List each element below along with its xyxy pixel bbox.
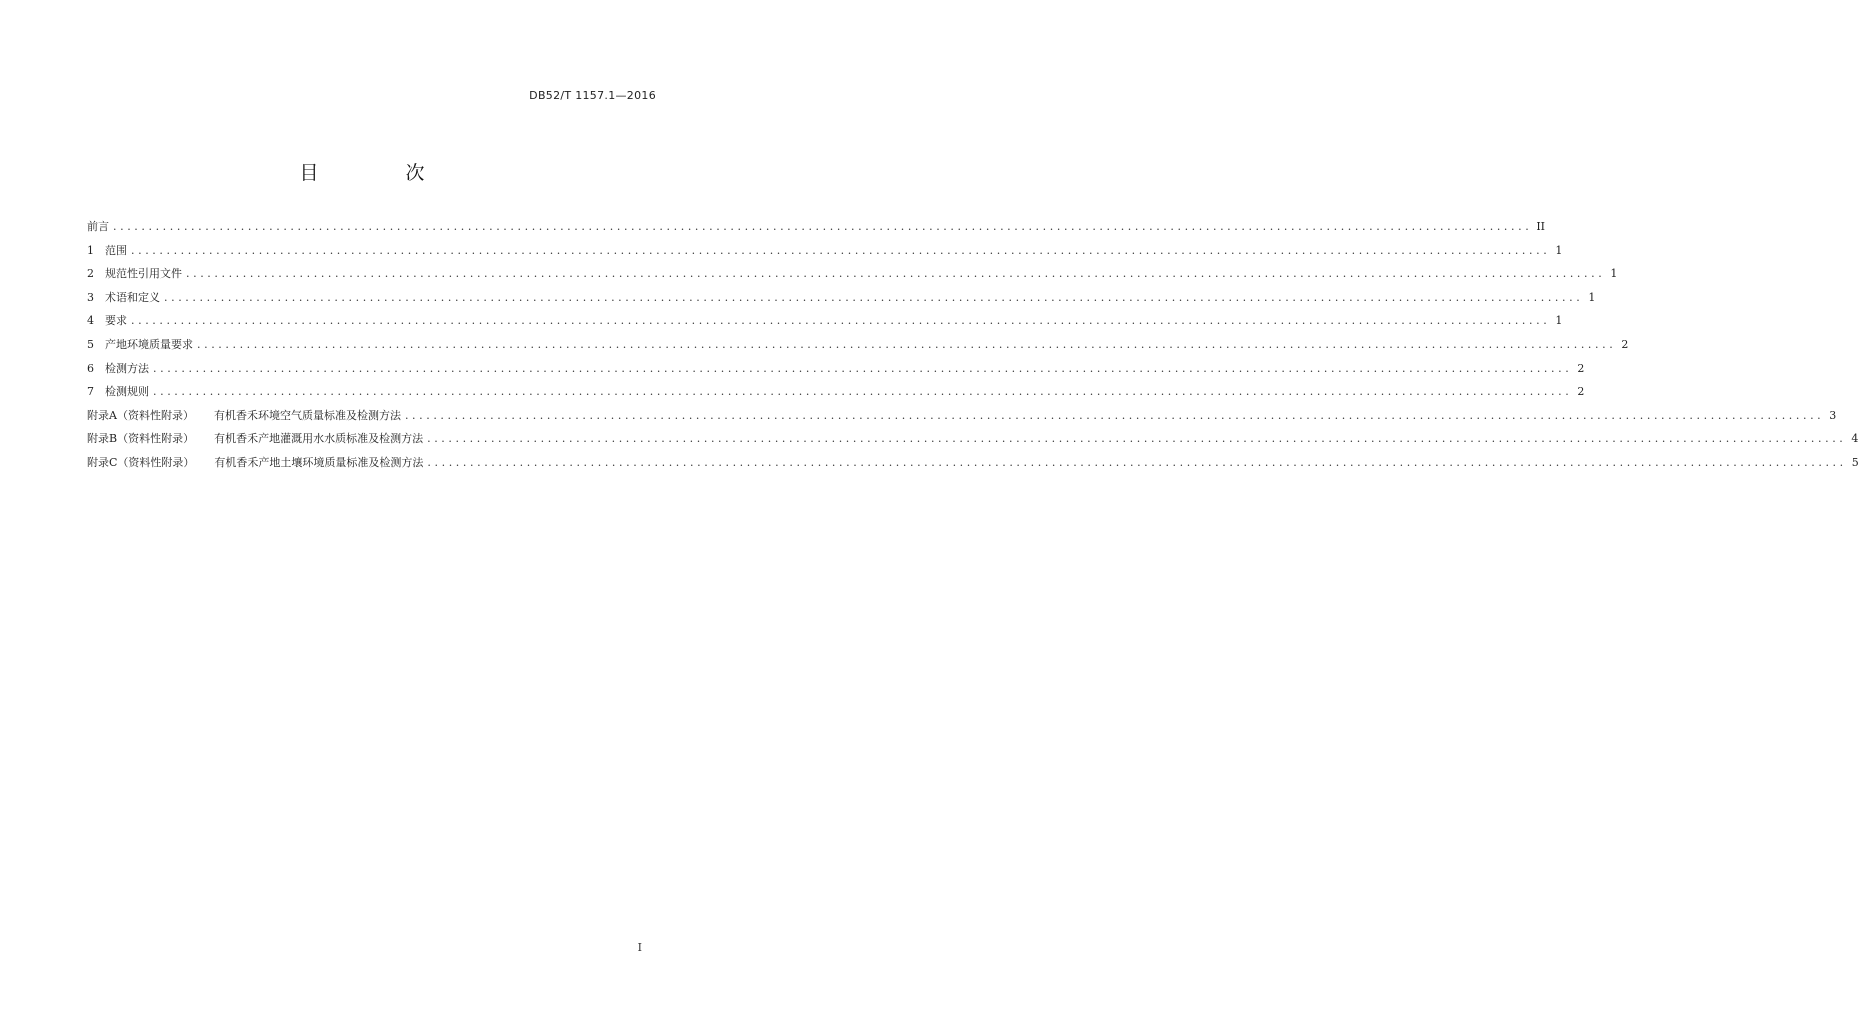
toc-entry-label: [87, 427, 423, 451]
toc-entry[interactable]: [87, 215, 1546, 239]
toc-entry-title: 规范性引用文件: [105, 267, 182, 281]
toc-entry[interactable]: [87, 357, 1585, 381]
toc-entry[interactable]: [87, 239, 1563, 263]
toc-entry[interactable]: [87, 451, 1859, 475]
toc-entry-title: 前言: [87, 220, 109, 233]
toc-entry-page: II: [1536, 220, 1546, 233]
toc-entry-title: 有机香禾产地灌溉用水水质标准及检测方法: [214, 432, 424, 446]
toc-entry-title: 产地环境质量要求: [105, 337, 193, 351]
toc-entry-title: 有机香禾环境空气质量标准及检测方法: [213, 408, 401, 422]
toc-entry-label: [87, 404, 401, 428]
toc-entry-number: 1: [87, 243, 94, 257]
toc-entry-label: [87, 286, 160, 310]
toc-dot-leader: ........................................................................................................................................................................................................: [404, 408, 1825, 422]
page-number: I: [637, 941, 642, 954]
toc-entry-title: 检测方法: [105, 361, 149, 375]
toc-entry[interactable]: [87, 404, 1837, 428]
toc-dot-leader: ........................................................................................................................................................................................................: [131, 243, 1551, 257]
toc-entry[interactable]: [87, 309, 1563, 333]
toc-entry-number: 2: [87, 267, 94, 281]
toc-entry-title: 有机香禾产地土壤环境质量标准及检测方法: [214, 455, 424, 469]
toc-entry-label: [87, 380, 149, 404]
toc-entry[interactable]: [87, 380, 1585, 404]
toc-entry-label: [87, 309, 127, 333]
toc-dot-leader: ........................................................................................................................................................................................................: [153, 385, 1573, 399]
toc-title: 目 次: [299, 162, 459, 184]
toc-dot-leader: ........................................................................................................................................................................................................: [153, 361, 1573, 375]
toc-dot-leader: ........................................................................................................................................................................................................: [164, 290, 1584, 304]
toc-entry[interactable]: [87, 333, 1629, 357]
toc-entry-page: 4: [1851, 432, 1859, 446]
toc-entry-appendix: 附录A（资料性附录）: [87, 408, 194, 422]
toc-entry-page: 1: [1610, 267, 1618, 281]
toc-dot-leader: ........................................................................................................................................................................................................: [113, 220, 1533, 233]
toc-entry-label: [87, 262, 182, 286]
table-of-contents: [87, 215, 1859, 475]
toc-entry-label: [87, 239, 127, 263]
toc-entry-label: [87, 357, 149, 381]
toc-entry[interactable]: [87, 427, 1859, 451]
toc-entry-page: 2: [1577, 361, 1585, 375]
toc-entry-appendix: 附录B（资料性附录）: [87, 432, 195, 446]
standard-code: DB52/T 1157.1—2016: [529, 89, 656, 102]
toc-entry-label: [87, 215, 109, 239]
toc-entry-page: 2: [1621, 337, 1629, 351]
toc-entry-title: 术语和定义: [105, 290, 160, 304]
toc-entry-title: 检测规则: [105, 385, 149, 399]
toc-entry-page: 3: [1829, 408, 1837, 422]
toc-entry-number: 4: [87, 314, 94, 328]
toc-entry-appendix: 附录C（资料性附录）: [87, 455, 195, 469]
toc-entry-number: 6: [87, 361, 94, 375]
toc-dot-leader: ........................................................................................................................................................................................................: [197, 337, 1617, 351]
toc-entry-page: 1: [1588, 290, 1596, 304]
toc-entry-number: 7: [87, 385, 94, 399]
toc-entry-label: [87, 333, 193, 357]
toc-entry-title: 要求: [105, 314, 127, 328]
toc-entry-number: 3: [87, 290, 94, 304]
toc-entry-page: 2: [1577, 385, 1585, 399]
toc-entry-label: [87, 451, 423, 475]
toc-entry-page: 5: [1851, 455, 1859, 469]
toc-entry-page: 1: [1555, 314, 1563, 328]
toc-entry[interactable]: [87, 286, 1596, 310]
toc-dot-leader: ........................................................................................................................................................................................................: [131, 314, 1551, 328]
toc-entry-title: 范围: [105, 243, 127, 257]
toc-entry-number: 5: [87, 337, 94, 351]
toc-dot-leader: ........................................................................................................................................................................................................: [186, 267, 1606, 281]
toc-entry-page: 1: [1555, 243, 1563, 257]
toc-dot-leader: ........................................................................................................................................................................................................: [427, 455, 1847, 469]
toc-dot-leader: ........................................................................................................................................................................................................: [427, 432, 1847, 446]
toc-entry[interactable]: [87, 262, 1618, 286]
